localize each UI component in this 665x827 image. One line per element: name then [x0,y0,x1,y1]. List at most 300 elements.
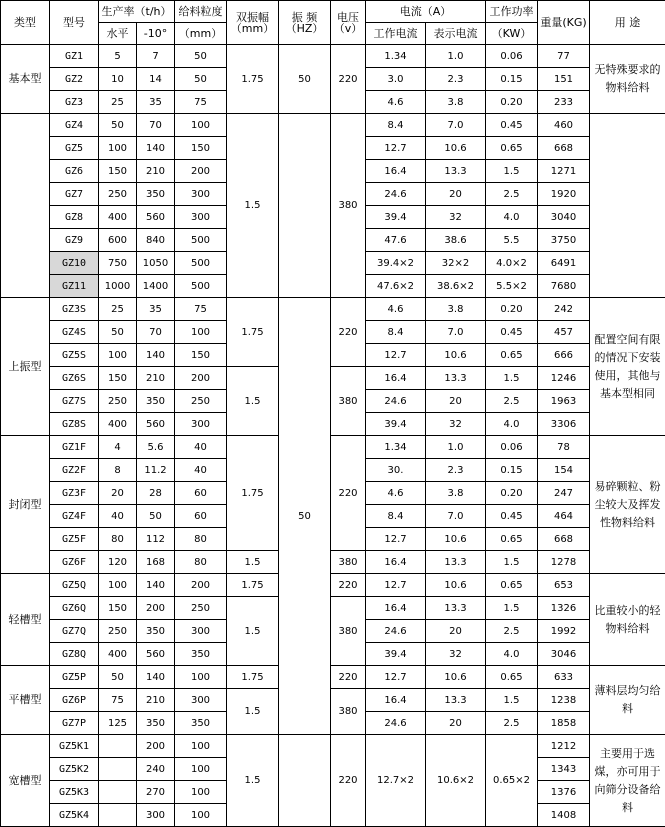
amplitude-cell: 1.75 [227,574,279,597]
display-current-cell: 13.3 [426,367,486,390]
feed-size-cell: 100 [175,781,227,804]
power-cell: 4.0×2 [486,252,538,275]
frequency-cell: 50 [279,298,331,735]
feed-size-cell: 250 [175,597,227,620]
display-current-cell: 7.0 [426,321,486,344]
weight-cell: 668 [538,137,590,160]
display-current-cell: 10.6×2 [426,735,486,827]
table-row [1,666,665,689]
weight-cell: 1992 [538,620,590,643]
usage-cell: 无特殊要求的物料给料 [590,45,665,114]
model-cell: GZ7S [50,390,99,413]
feed-size-cell: 75 [175,298,227,321]
display-current-cell: 20 [426,712,486,735]
power-cell: 0.65 [486,344,538,367]
col-amp-header: 双振幅 （mm） [227,1,279,45]
work-current-cell: 1.34 [366,436,426,459]
model-cell: GZ5F [50,528,99,551]
feed-size-cell: 150 [175,344,227,367]
display-current-cell: 10.6 [426,344,486,367]
model-cell: GZ2F [50,459,99,482]
display-current-cell: 2.3 [426,68,486,91]
capacity-horizontal-cell: 150 [99,160,137,183]
weight-cell: 7680 [538,275,590,298]
amplitude-cell: 1.75 [227,298,279,367]
capacity-horizontal-cell [99,781,137,804]
col-size-header: 给料粒度 [175,1,227,23]
usage-cell: 主要用于选煤，亦可用于向筛分设备给料 [590,735,665,827]
model-cell: GZ4F [50,505,99,528]
capacity-horizontal-cell: 400 [99,413,137,436]
capacity-horizontal-cell: 125 [99,712,137,735]
capacity-horizontal-cell: 100 [99,574,137,597]
capacity-incline-cell: 210 [137,367,175,390]
power-cell: 0.65 [486,574,538,597]
col-capacity-header: 生产率（t/h） [99,1,175,23]
col-model-header: 型号 [50,1,99,45]
power-cell: 4.0 [486,643,538,666]
capacity-horizontal-cell [99,735,137,758]
work-current-cell: 16.4 [366,367,426,390]
col-use-header: 用 途 [590,1,665,45]
model-cell: GZ8S [50,413,99,436]
capacity-horizontal-cell: 40 [99,505,137,528]
capacity-incline-cell: 210 [137,160,175,183]
col-power-header: 工作功率 [486,1,538,23]
display-current-cell: 7.0 [426,505,486,528]
weight-cell: 464 [538,505,590,528]
display-current-cell: 13.3 [426,689,486,712]
display-current-cell: 32 [426,413,486,436]
col-weight-header: 重量(KG) [538,1,590,45]
table-row [1,735,665,758]
table-row [1,436,665,459]
work-current-cell: 24.6 [366,390,426,413]
feed-size-cell: 150 [175,137,227,160]
capacity-horizontal-cell: 250 [99,183,137,206]
feed-size-cell: 300 [175,620,227,643]
type-cell: 上振型 [1,298,50,436]
model-cell: GZ6 [50,160,99,183]
model-cell: GZ9 [50,229,99,252]
work-current-cell: 12.7×2 [366,735,426,827]
model-cell: GZ4 [50,114,99,137]
capacity-horizontal-cell: 150 [99,367,137,390]
weight-cell: 1278 [538,551,590,574]
capacity-horizontal-cell: 50 [99,666,137,689]
capacity-incline-cell: 5.6 [137,436,175,459]
voltage-cell: 220 [331,735,366,827]
model-cell: GZ6S [50,367,99,390]
feed-size-cell: 100 [175,114,227,137]
amplitude-cell: 1.5 [227,367,279,436]
col-type-header: 类型 [1,1,50,45]
work-current-cell: 24.6 [366,620,426,643]
feed-size-cell: 200 [175,160,227,183]
amplitude-cell: 1.5 [227,735,279,827]
capacity-incline-cell: 70 [137,321,175,344]
feed-size-cell: 60 [175,482,227,505]
feed-size-cell: 100 [175,735,227,758]
work-current-cell: 12.7 [366,137,426,160]
feed-size-cell: 500 [175,275,227,298]
feed-size-cell: 100 [175,758,227,781]
amplitude-cell: 1.5 [227,114,279,298]
voltage-cell: 380 [331,114,366,298]
capacity-incline-cell: 350 [137,183,175,206]
table-row [1,551,665,574]
model-cell: GZ7Q [50,620,99,643]
feed-size-cell: 350 [175,712,227,735]
col-power-unit: （KW） [486,23,538,45]
capacity-horizontal-cell: 50 [99,321,137,344]
display-current-cell: 3.8 [426,482,486,505]
model-cell: GZ6F [50,551,99,574]
feed-size-cell: 200 [175,367,227,390]
power-cell: 1.5 [486,597,538,620]
voltage-cell: 220 [331,298,366,367]
model-cell: GZ3F [50,482,99,505]
weight-cell: 233 [538,91,590,114]
power-cell: 0.45 [486,114,538,137]
work-current-cell: 1.34 [366,45,426,68]
frequency-cell [279,735,331,827]
voltage-cell: 380 [331,551,366,574]
weight-cell: 1212 [538,735,590,758]
work-current-cell: 16.4 [366,551,426,574]
feed-size-cell: 300 [175,183,227,206]
weight-cell: 666 [538,344,590,367]
capacity-incline-cell: 210 [137,689,175,712]
feed-size-cell: 50 [175,45,227,68]
capacity-horizontal-cell: 80 [99,528,137,551]
feed-size-cell: 500 [175,229,227,252]
voltage-cell: 220 [331,666,366,689]
power-cell: 0.65 [486,137,538,160]
capacity-incline-cell: 28 [137,482,175,505]
feed-size-cell: 250 [175,390,227,413]
weight-cell: 1858 [538,712,590,735]
power-cell: 5.5 [486,229,538,252]
capacity-incline-cell: 11.2 [137,459,175,482]
col-disp-current-header: 表示电流 [426,23,486,45]
voltage-cell: 380 [331,367,366,436]
model-cell: GZ10 [50,252,99,275]
work-current-cell: 8.4 [366,505,426,528]
display-current-cell: 3.8 [426,298,486,321]
weight-cell: 151 [538,68,590,91]
feed-size-cell: 300 [175,413,227,436]
display-current-cell: 10.6 [426,528,486,551]
table-row [1,45,665,68]
model-cell: GZ6P [50,689,99,712]
display-current-cell: 2.3 [426,459,486,482]
work-current-cell: 39.4 [366,643,426,666]
capacity-horizontal-cell: 100 [99,137,137,160]
power-cell: 0.65×2 [486,735,538,827]
col-volt-header: 电压 （v） [331,1,366,45]
work-current-cell: 4.6 [366,482,426,505]
weight-cell: 1343 [538,758,590,781]
model-cell: GZ7 [50,183,99,206]
work-current-cell: 39.4 [366,413,426,436]
weight-cell: 1408 [538,804,590,827]
capacity-horizontal-cell: 400 [99,206,137,229]
capacity-incline-cell: 14 [137,68,175,91]
weight-cell: 78 [538,436,590,459]
model-cell: GZ4S [50,321,99,344]
table-row [1,689,665,712]
power-cell: 1.5 [486,367,538,390]
model-cell: GZ11 [50,275,99,298]
feed-size-cell: 60 [175,505,227,528]
col-horizontal-header: 水平 [99,23,137,45]
weight-cell: 460 [538,114,590,137]
capacity-incline-cell: 140 [137,137,175,160]
power-cell: 5.5×2 [486,275,538,298]
capacity-incline-cell: 560 [137,643,175,666]
model-cell: GZ3 [50,91,99,114]
capacity-incline-cell: 350 [137,390,175,413]
col-size-unit: （mm） [175,23,227,45]
feed-size-cell: 100 [175,666,227,689]
voltage-cell: 380 [331,689,366,735]
power-cell: 0.45 [486,321,538,344]
capacity-horizontal-cell: 4 [99,436,137,459]
model-cell: GZ5 [50,137,99,160]
display-current-cell: 10.6 [426,666,486,689]
capacity-incline-cell: 1400 [137,275,175,298]
table-row [1,574,665,597]
feed-size-cell: 40 [175,459,227,482]
capacity-incline-cell: 240 [137,758,175,781]
capacity-incline-cell: 560 [137,413,175,436]
capacity-horizontal-cell [99,758,137,781]
capacity-incline-cell: 350 [137,620,175,643]
capacity-incline-cell: 270 [137,781,175,804]
model-cell: GZ5P [50,666,99,689]
power-cell: 0.65 [486,666,538,689]
work-current-cell: 12.7 [366,574,426,597]
model-cell: GZ8Q [50,643,99,666]
work-current-cell: 47.6 [366,229,426,252]
capacity-incline-cell: 168 [137,551,175,574]
voltage-cell: 220 [331,45,366,114]
power-cell: 1.5 [486,551,538,574]
model-cell: GZ5K2 [50,758,99,781]
capacity-horizontal-cell [99,804,137,827]
model-cell: GZ2 [50,68,99,91]
work-current-cell: 12.7 [366,528,426,551]
work-current-cell: 12.7 [366,344,426,367]
capacity-incline-cell: 50 [137,505,175,528]
capacity-horizontal-cell: 1000 [99,275,137,298]
voltage-cell: 220 [331,436,366,551]
display-current-cell: 1.0 [426,436,486,459]
weight-cell: 247 [538,482,590,505]
type-cell: 宽槽型 [1,735,50,827]
col-freq-header: 振 频 （HZ） [279,1,331,45]
model-cell: GZ5S [50,344,99,367]
capacity-incline-cell: 200 [137,735,175,758]
power-cell: 0.06 [486,45,538,68]
work-current-cell: 12.7 [366,666,426,689]
weight-cell: 668 [538,528,590,551]
type-cell: 平槽型 [1,666,50,735]
capacity-incline-cell: 140 [137,574,175,597]
table-row [1,597,665,620]
model-cell: GZ1F [50,436,99,459]
power-cell: 0.65 [486,528,538,551]
power-cell: 1.5 [486,160,538,183]
work-current-cell: 16.4 [366,689,426,712]
capacity-incline-cell: 140 [137,666,175,689]
weight-cell: 1246 [538,367,590,390]
power-cell: 0.15 [486,68,538,91]
display-current-cell: 20 [426,620,486,643]
feed-size-cell: 100 [175,321,227,344]
amplitude-cell: 1.75 [227,436,279,551]
model-cell: GZ5K1 [50,735,99,758]
weight-cell: 242 [538,298,590,321]
capacity-incline-cell: 140 [137,344,175,367]
voltage-cell: 220 [331,574,366,597]
capacity-horizontal-cell: 600 [99,229,137,252]
display-current-cell: 32×2 [426,252,486,275]
feed-size-cell: 100 [175,804,227,827]
display-current-cell: 1.0 [426,45,486,68]
model-cell: GZ7P [50,712,99,735]
power-cell: 0.15 [486,459,538,482]
display-current-cell: 13.3 [426,160,486,183]
display-current-cell: 10.6 [426,574,486,597]
capacity-incline-cell: 1050 [137,252,175,275]
amplitude-cell: 1.75 [227,45,279,114]
model-cell: GZ5Q [50,574,99,597]
frequency-cell [279,114,331,298]
model-cell: GZ5K4 [50,804,99,827]
capacity-incline-cell: 70 [137,114,175,137]
display-current-cell: 13.3 [426,597,486,620]
display-current-cell: 3.8 [426,91,486,114]
work-current-cell: 24.6 [366,712,426,735]
work-current-cell: 8.4 [366,114,426,137]
feed-size-cell: 75 [175,91,227,114]
model-cell: GZ3S [50,298,99,321]
amplitude-cell: 1.5 [227,551,279,574]
work-current-cell: 39.4 [366,206,426,229]
col-deg-header: -10° [137,23,175,45]
weight-cell: 1326 [538,597,590,620]
type-cell: 封闭型 [1,436,50,574]
usage-cell [590,114,665,298]
model-cell: GZ6Q [50,597,99,620]
capacity-horizontal-cell: 250 [99,390,137,413]
power-cell: 0.06 [486,436,538,459]
frequency-cell: 50 [279,45,331,114]
voltage-cell: 380 [331,597,366,666]
capacity-horizontal-cell: 5 [99,45,137,68]
type-cell: 轻槽型 [1,574,50,666]
capacity-horizontal-cell: 120 [99,551,137,574]
capacity-horizontal-cell: 250 [99,620,137,643]
work-current-cell: 47.6×2 [366,275,426,298]
capacity-horizontal-cell: 400 [99,643,137,666]
power-cell: 2.5 [486,183,538,206]
work-current-cell: 24.6 [366,183,426,206]
capacity-incline-cell: 350 [137,712,175,735]
power-cell: 4.0 [486,206,538,229]
usage-cell: 比重较小的轻物料给料 [590,574,665,666]
feed-size-cell: 80 [175,551,227,574]
weight-cell: 6491 [538,252,590,275]
feed-size-cell: 500 [175,252,227,275]
display-current-cell: 7.0 [426,114,486,137]
usage-cell: 易碎颗粒、粉尘较大及挥发性物料给料 [590,436,665,574]
weight-cell: 1238 [538,689,590,712]
weight-cell: 3046 [538,643,590,666]
weight-cell: 3750 [538,229,590,252]
capacity-horizontal-cell: 150 [99,597,137,620]
amplitude-cell: 1.5 [227,597,279,666]
capacity-incline-cell: 7 [137,45,175,68]
display-current-cell: 13.3 [426,551,486,574]
power-cell: 0.20 [486,298,538,321]
weight-cell: 457 [538,321,590,344]
amplitude-cell: 1.75 [227,666,279,689]
work-current-cell: 4.6 [366,298,426,321]
capacity-horizontal-cell: 50 [99,114,137,137]
capacity-incline-cell: 300 [137,804,175,827]
feed-size-cell: 200 [175,574,227,597]
amplitude-cell: 1.5 [227,689,279,735]
capacity-horizontal-cell: 75 [99,689,137,712]
display-current-cell: 38.6 [426,229,486,252]
usage-cell: 配置空间有限的情况下安装使用，其他与基本型相同 [590,298,665,436]
table-row [1,298,665,321]
capacity-incline-cell: 200 [137,597,175,620]
table-row [1,367,665,390]
display-current-cell: 38.6×2 [426,275,486,298]
weight-cell: 154 [538,459,590,482]
capacity-horizontal-cell: 20 [99,482,137,505]
capacity-horizontal-cell: 8 [99,459,137,482]
weight-cell: 77 [538,45,590,68]
power-cell: 0.20 [486,482,538,505]
usage-cell: 薄料层均匀给料 [590,666,665,735]
capacity-horizontal-cell: 25 [99,298,137,321]
power-cell: 0.45 [486,505,538,528]
weight-cell: 1963 [538,390,590,413]
weight-cell: 1271 [538,160,590,183]
weight-cell: 1920 [538,183,590,206]
capacity-horizontal-cell: 10 [99,68,137,91]
weight-cell: 3040 [538,206,590,229]
model-cell: GZ8 [50,206,99,229]
capacity-incline-cell: 112 [137,528,175,551]
display-current-cell: 20 [426,390,486,413]
col-current-header: 电流（A） [366,1,486,23]
feed-size-cell: 80 [175,528,227,551]
display-current-cell: 10.6 [426,137,486,160]
capacity-incline-cell: 840 [137,229,175,252]
capacity-horizontal-cell: 100 [99,344,137,367]
model-cell: GZ5K3 [50,781,99,804]
feed-size-cell: 40 [175,436,227,459]
type-cell [1,114,50,298]
power-cell: 2.5 [486,620,538,643]
power-cell: 4.0 [486,413,538,436]
